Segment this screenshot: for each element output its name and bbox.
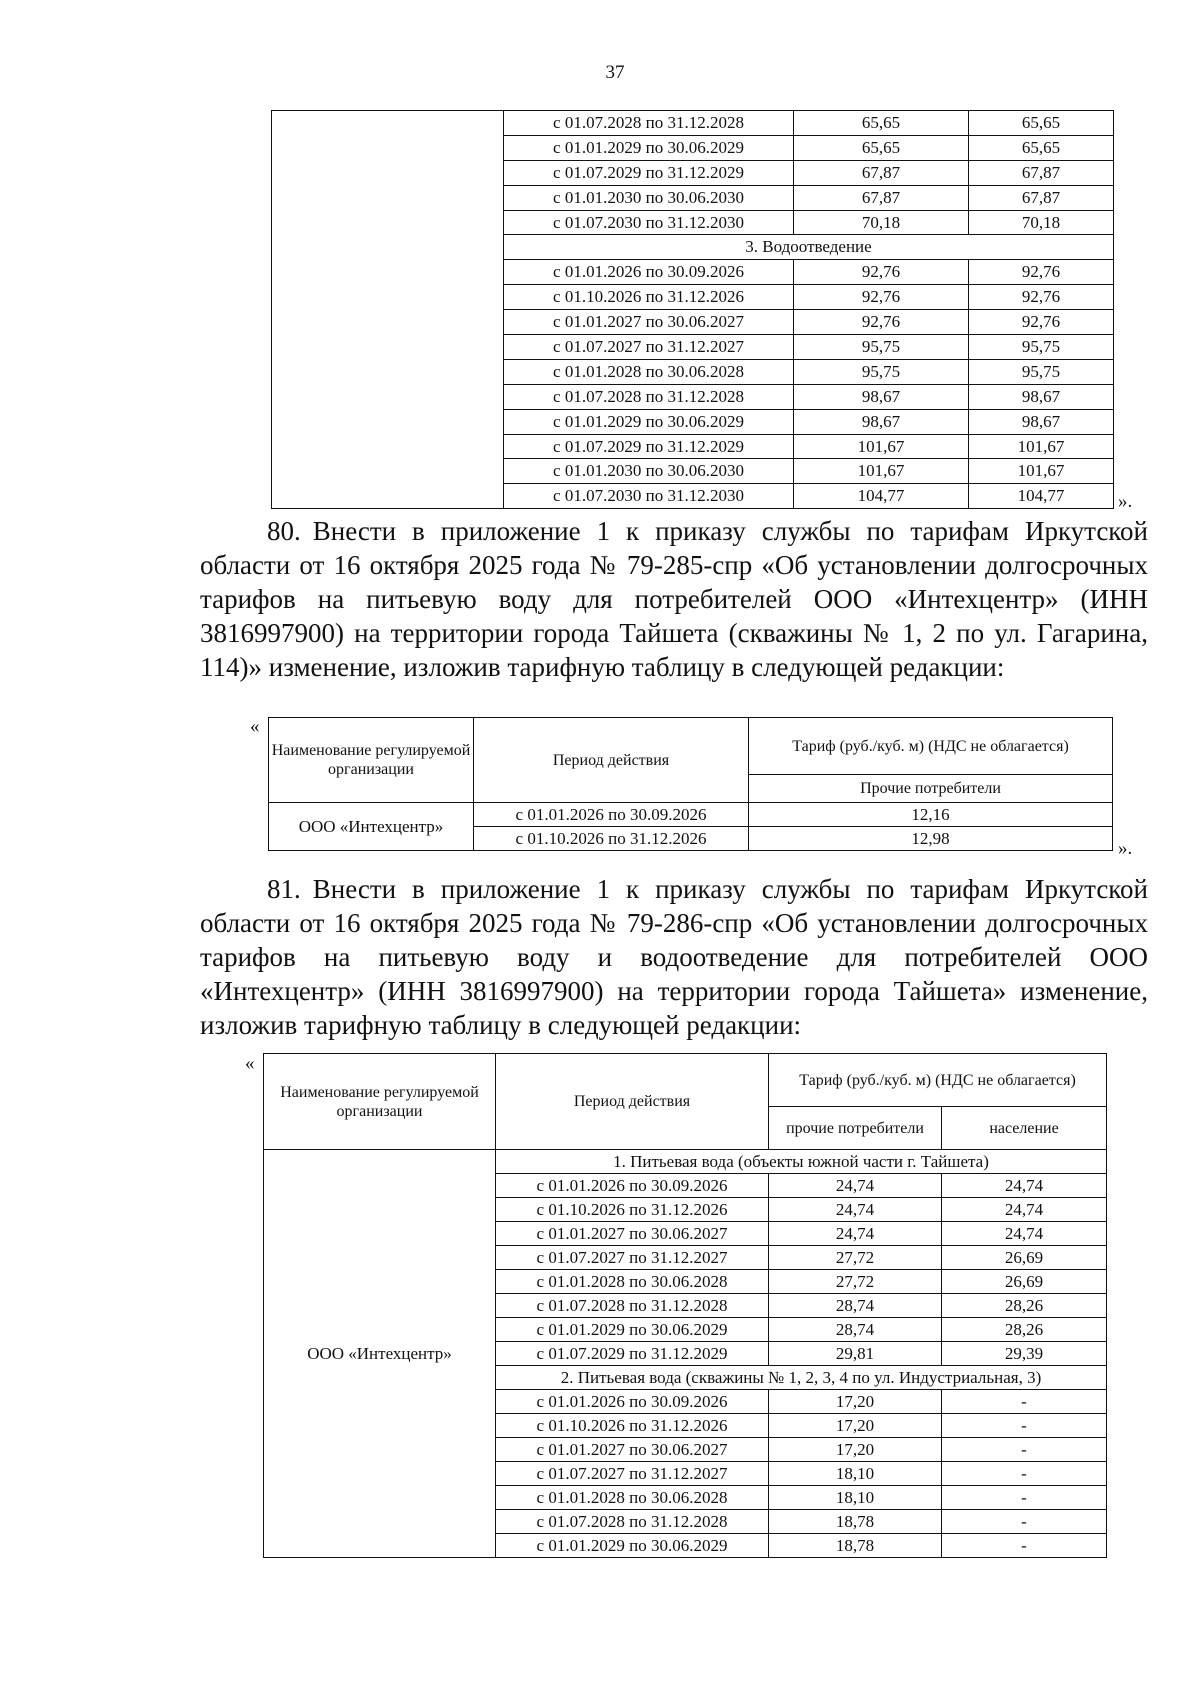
period-cell: с 01.01.2027 по 30.06.2027	[496, 1222, 769, 1246]
tariff-cell: 28,26	[942, 1294, 1107, 1318]
tariff-cell: 101,67	[969, 459, 1114, 484]
tariff-cell: -	[942, 1438, 1107, 1462]
period-cell: с 01.07.2029 по 31.12.2029	[504, 160, 794, 185]
tariff-cell: 98,67	[969, 409, 1114, 434]
closing-quote: ».	[1118, 838, 1133, 859]
tariff-cell: 29,81	[769, 1342, 942, 1366]
header-other-consumers: прочие потребители	[769, 1107, 942, 1150]
period-cell: с 01.01.2028 по 30.06.2028	[504, 359, 794, 384]
section-row	[264, 1150, 1107, 1174]
period-cell: с 01.07.2027 по 31.12.2027	[504, 335, 794, 360]
tariff-cell: 18,10	[769, 1486, 942, 1510]
header-period: Период действия	[474, 718, 749, 803]
tariff-cell: 98,67	[794, 384, 969, 409]
section-heading: 1. Питьевая вода (объекты южной части г. Тайшета)	[496, 1150, 1107, 1174]
tariff-cell: -	[942, 1486, 1107, 1510]
period-cell: с 01.01.2027 по 30.06.2027	[496, 1438, 769, 1462]
period-cell: с 01.01.2030 по 30.06.2030	[504, 185, 794, 210]
tariff-cell: 65,65	[969, 111, 1114, 136]
tariff-table-continued	[271, 110, 1114, 509]
period-cell: с 01.07.2028 по 31.12.2028	[496, 1510, 769, 1534]
period-cell: с 01.07.2028 по 31.12.2028	[504, 384, 794, 409]
tariff-cell: 28,74	[769, 1318, 942, 1342]
paragraph-81	[200, 872, 1148, 1042]
organization-cell	[272, 111, 504, 509]
tariff-cell: 92,76	[794, 310, 969, 335]
period-cell: с 01.07.2030 по 31.12.2030	[504, 210, 794, 235]
tariff-cell: 24,74	[942, 1174, 1107, 1198]
tariff-cell: 18,78	[769, 1510, 942, 1534]
tariff-table-80	[268, 717, 1113, 851]
period-cell: с 01.01.2028 по 30.06.2028	[496, 1486, 769, 1510]
opening-quote: «	[245, 1053, 255, 1074]
tariff-cell: -	[942, 1534, 1107, 1558]
period-cell: с 01.10.2026 по 31.12.2026	[504, 285, 794, 310]
tariff-cell: 24,74	[769, 1174, 942, 1198]
tariff-cell: -	[942, 1390, 1107, 1414]
opening-quote: «	[250, 716, 260, 737]
tariff-cell: 24,74	[942, 1222, 1107, 1246]
header-tariff: Тариф (руб./куб. м) (НДС не облагается)	[769, 1054, 1107, 1107]
tariff-cell: 67,87	[794, 160, 969, 185]
tariff-cell: 18,78	[769, 1534, 942, 1558]
tariff-cell: 95,75	[794, 335, 969, 360]
tariff-cell: 27,72	[769, 1270, 942, 1294]
tariff-cell: 65,65	[969, 135, 1114, 160]
period-cell: с 01.07.2028 по 31.12.2028	[496, 1294, 769, 1318]
tariff-cell: 101,67	[794, 434, 969, 459]
period-cell: с 01.01.2029 по 30.06.2029	[496, 1318, 769, 1342]
tariff-cell: -	[942, 1462, 1107, 1486]
tariff-cell: 92,76	[794, 260, 969, 285]
tariff-cell: 95,75	[969, 335, 1114, 360]
header-population: население	[942, 1107, 1107, 1150]
page-number: 37	[605, 62, 625, 83]
tariff-cell: 92,76	[969, 285, 1114, 310]
tariff-table-81	[263, 1053, 1107, 1558]
period-cell: с 01.01.2026 по 30.09.2026	[504, 260, 794, 285]
tariff-cell: 12,98	[749, 827, 1113, 851]
header-organization: Наименование регулируемой организации	[264, 1054, 496, 1150]
tariff-cell: 26,69	[942, 1246, 1107, 1270]
tariff-cell: 17,20	[769, 1438, 942, 1462]
tariff-cell: 92,76	[794, 285, 969, 310]
tariff-cell: 101,67	[969, 434, 1114, 459]
period-cell: с 01.07.2029 по 31.12.2029	[504, 434, 794, 459]
tariff-cell: 104,77	[969, 484, 1114, 509]
tariff-cell: 98,67	[794, 409, 969, 434]
tariff-cell: 67,87	[969, 185, 1114, 210]
tariff-cell: 67,87	[969, 160, 1114, 185]
tariff-cell: 18,10	[769, 1462, 942, 1486]
tariff-cell: 92,76	[969, 310, 1114, 335]
tariff-cell: 67,87	[794, 185, 969, 210]
tariff-cell: 27,72	[769, 1246, 942, 1270]
period-cell: с 01.10.2026 по 31.12.2026	[496, 1414, 769, 1438]
tariff-cell: 104,77	[794, 484, 969, 509]
period-cell: с 01.07.2027 по 31.12.2027	[496, 1462, 769, 1486]
header-period: Период действия	[496, 1054, 769, 1150]
period-cell: с 01.01.2026 по 30.09.2026	[474, 803, 749, 827]
tariff-cell: 24,74	[942, 1198, 1107, 1222]
tariff-cell: 95,75	[969, 359, 1114, 384]
tariff-cell: 17,20	[769, 1390, 942, 1414]
period-cell: с 01.01.2026 по 30.09.2026	[496, 1174, 769, 1198]
period-cell: с 01.01.2029 по 30.06.2029	[496, 1534, 769, 1558]
organization-cell: ООО «Интехцентр»	[264, 1150, 496, 1558]
header-other-consumers: Прочие потребители	[749, 775, 1113, 803]
tariff-cell: 65,65	[794, 111, 969, 136]
section-heading: 2. Питьевая вода (скважины № 1, 2, 3, 4 по ул. Индустриальная, 3)	[496, 1366, 1107, 1390]
tariff-cell: 65,65	[794, 135, 969, 160]
period-cell: с 01.01.2030 по 30.06.2030	[504, 459, 794, 484]
paragraph-80	[200, 514, 1148, 684]
tariff-cell: 24,74	[769, 1222, 942, 1246]
period-cell: с 01.01.2026 по 30.09.2026	[496, 1390, 769, 1414]
tariff-cell: 92,76	[969, 260, 1114, 285]
tariff-cell: 28,74	[769, 1294, 942, 1318]
period-cell: с 01.01.2029 по 30.06.2029	[504, 135, 794, 160]
paragraph-number: 81.	[267, 874, 301, 904]
tariff-cell: 26,69	[942, 1270, 1107, 1294]
header-organization: Наименование регулируемой организации	[269, 718, 474, 803]
period-cell: с 01.10.2026 по 31.12.2026	[474, 827, 749, 851]
period-cell: с 01.07.2027 по 31.12.2027	[496, 1246, 769, 1270]
tariff-cell: 28,26	[942, 1318, 1107, 1342]
period-cell: с 01.01.2028 по 30.06.2028	[496, 1270, 769, 1294]
paragraph-number: 80.	[267, 516, 301, 546]
closing-quote: ».	[1118, 491, 1133, 512]
period-cell: с 01.10.2026 по 31.12.2026	[496, 1198, 769, 1222]
table-row	[272, 111, 1114, 136]
period-cell: с 01.07.2030 по 31.12.2030	[504, 484, 794, 509]
period-cell: с 01.01.2027 по 30.06.2027	[504, 310, 794, 335]
tariff-cell: 29,39	[942, 1342, 1107, 1366]
tariff-cell: -	[942, 1510, 1107, 1534]
tariff-cell: 24,74	[769, 1198, 942, 1222]
paragraph-text: Внести в приложение 1 к приказу службы по тарифам Иркутской области от 16 октября 2025 года № 79-286-спр «Об установлении долгосрочных тарифов на питьевую воду и водоотведение для потребителей ООО «Интехцентр» (ИНН 3816997900) на территории города Тайшета» изменение, изложив тарифную таблицу в следующей редакции:	[200, 874, 1148, 1040]
period-cell: с 01.01.2029 по 30.06.2029	[504, 409, 794, 434]
header-tariff: Тариф (руб./куб. м) (НДС не облагается)	[749, 718, 1113, 775]
period-cell: с 01.07.2029 по 31.12.2029	[496, 1342, 769, 1366]
tariff-cell: 95,75	[794, 359, 969, 384]
paragraph-text: Внести в приложение 1 к приказу службы по тарифам Иркутской области от 16 октября 2025 года № 79-285-спр «Об установлении долгосрочных тарифов на питьевую воду для потребителей ООО «Интехцентр» (ИНН 3816997900) на территории города Тайшета (скважины № 1, 2 по ул. Гагарина, 114)» изменение, изложив тарифную таблицу в следующей редакции:	[200, 516, 1148, 682]
section-heading: 3. Водоотведение	[504, 235, 1114, 260]
tariff-cell: 12,16	[749, 803, 1113, 827]
tariff-cell: 17,20	[769, 1414, 942, 1438]
tariff-cell: 98,67	[969, 384, 1114, 409]
tariff-cell: 101,67	[794, 459, 969, 484]
tariff-cell: 70,18	[969, 210, 1114, 235]
tariff-cell: 70,18	[794, 210, 969, 235]
tariff-cell: -	[942, 1414, 1107, 1438]
period-cell: с 01.07.2028 по 31.12.2028	[504, 111, 794, 136]
organization-cell: ООО «Интехцентр»	[269, 803, 474, 851]
